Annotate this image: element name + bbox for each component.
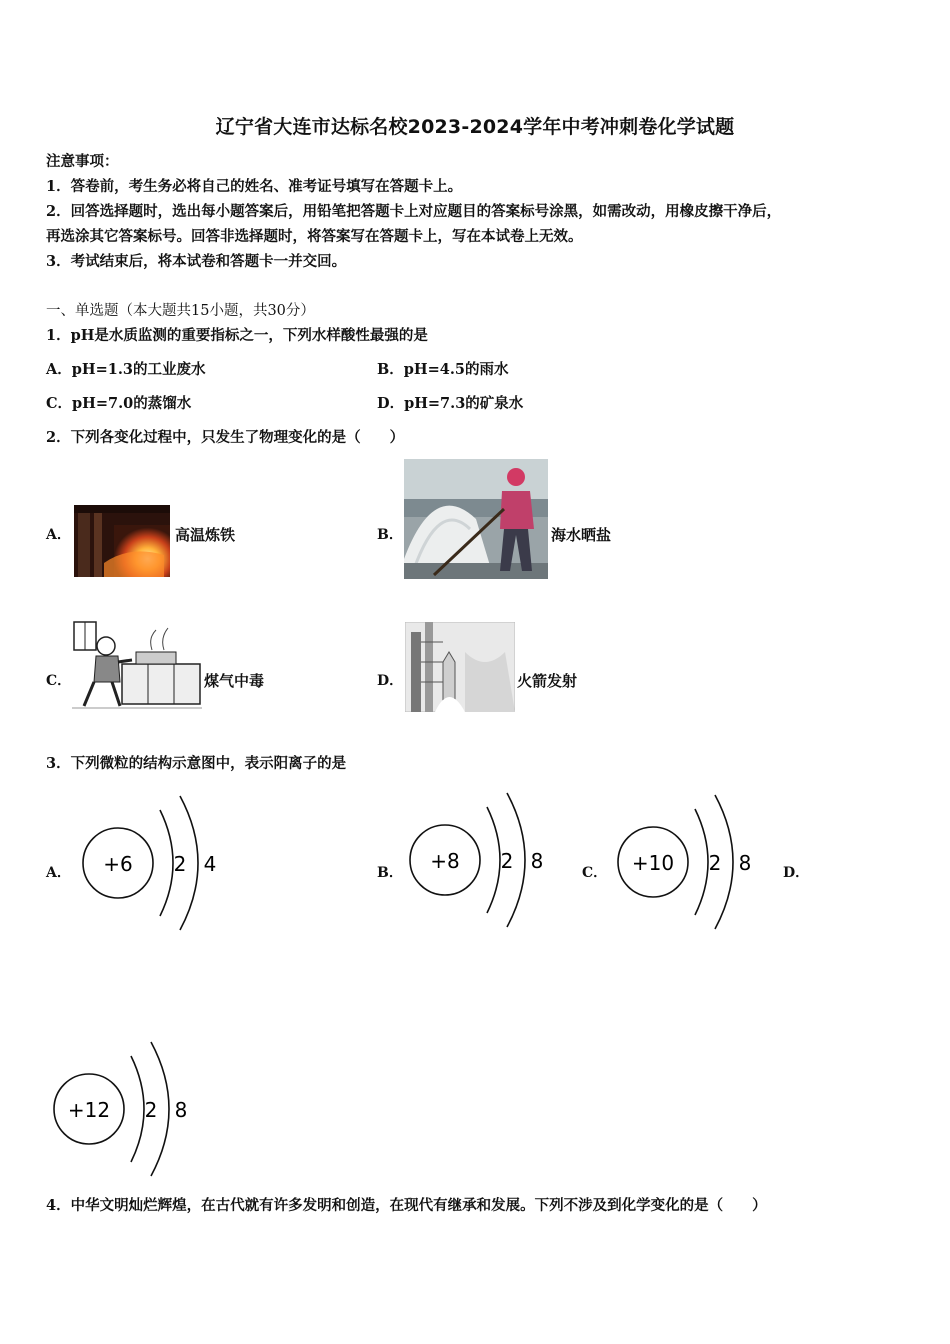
shell-1-electrons: 2 <box>173 852 187 876</box>
notice-item-1: 1．答卷前，考生务必将自己的姓名、准考证号填写在答题卡上。 <box>46 178 463 195</box>
question-1-option-d[interactable]: D．pH=7.3的矿泉水 <box>377 395 524 412</box>
question-2-option-d-caption: 火箭发射 <box>517 672 578 690</box>
section-heading: 一、单选题（本大题共15小题，共30分） <box>46 303 315 319</box>
question-3-option-b-letter[interactable]: B． <box>377 865 403 881</box>
shell-2-electrons: 8 <box>174 1098 188 1122</box>
question-2-option-b-caption: 海水晒盐 <box>551 526 612 544</box>
electron-shell-arc <box>487 807 500 913</box>
question-3-stem: 3．下列微粒的结构示意图中，表示阳离子的是 <box>46 755 347 772</box>
question-4-stem: 4．中华文明灿烂辉煌，在古代就有许多发明和创造，在现代有继承和发展。下列不涉及到化学变化的是（ ） <box>46 1197 767 1214</box>
question-1-stem: 1．pH是水质监测的重要指标之一，下列水样酸性最强的是 <box>46 327 428 344</box>
shell-1-electrons: 2 <box>144 1098 158 1122</box>
atom-diagram-a[interactable] <box>78 790 228 935</box>
question-3-option-a-letter[interactable]: A． <box>46 865 71 881</box>
atom-diagram-d[interactable] <box>49 1036 199 1181</box>
question-2-option-a-letter[interactable]: A． <box>46 527 71 543</box>
sea-salt-drying-image <box>404 459 548 579</box>
question-3-option-d-letter[interactable]: D． <box>783 865 810 881</box>
question-2-stem: 2．下列各变化过程中，只发生了物理变化的是（ ） <box>46 429 405 446</box>
iron-smelting-image <box>74 505 170 577</box>
page-title: 辽宁省大连市达标名校2023-2024学年中考冲刺卷化学试题 <box>215 116 735 138</box>
gas-poisoning-image <box>72 620 202 712</box>
notice-item-2-line-1: 2．回答选择题时，选出每小题答案后，用铅笔把答题卡上对应题目的答案标号涂黑，如需改动，用橡皮擦干净后， <box>46 203 782 220</box>
question-3-option-c-letter[interactable]: C． <box>582 865 608 881</box>
question-1-option-a[interactable]: A．pH=1.3的工业废水 <box>46 361 206 378</box>
atom-diagram-b[interactable] <box>405 787 555 932</box>
notice-heading: 注意事项： <box>46 153 119 170</box>
shell-1-electrons: 2 <box>500 849 514 873</box>
electron-shell-arc <box>160 810 173 916</box>
electron-shell-arc <box>695 809 708 915</box>
question-1-option-c[interactable]: C．pH=7.0的蒸馏水 <box>46 395 192 412</box>
notice-item-2-line-2: 再选涂其它答案标号。回答非选择题时，将答案写在答题卡上，写在本试卷上无效。 <box>46 228 583 245</box>
shell-2-electrons: 4 <box>203 852 217 876</box>
shell-2-electrons: 8 <box>530 849 544 873</box>
atom-diagram-c[interactable] <box>613 789 763 934</box>
nucleus-charge: +8 <box>430 849 460 873</box>
electron-shell-arc <box>131 1056 144 1162</box>
question-2-option-a-caption: 高温炼铁 <box>175 526 236 544</box>
notice-item-3: 3．考试结束后，将本试卷和答题卡一并交回。 <box>46 253 347 270</box>
question-2-option-b-letter[interactable]: B． <box>377 527 403 543</box>
question-1-option-b[interactable]: B．pH=4.5的雨水 <box>377 361 509 378</box>
question-2-option-c-caption: 煤气中毒 <box>204 672 265 690</box>
question-2-option-c-letter[interactable]: C． <box>46 673 72 689</box>
nucleus-charge: +10 <box>631 851 675 875</box>
shell-2-electrons: 8 <box>738 851 752 875</box>
shell-1-electrons: 2 <box>708 851 722 875</box>
rocket-launch-image <box>405 622 515 712</box>
nucleus-charge: +12 <box>67 1098 111 1122</box>
nucleus-charge: +6 <box>103 852 133 876</box>
question-2-option-d-letter[interactable]: D． <box>377 673 404 689</box>
